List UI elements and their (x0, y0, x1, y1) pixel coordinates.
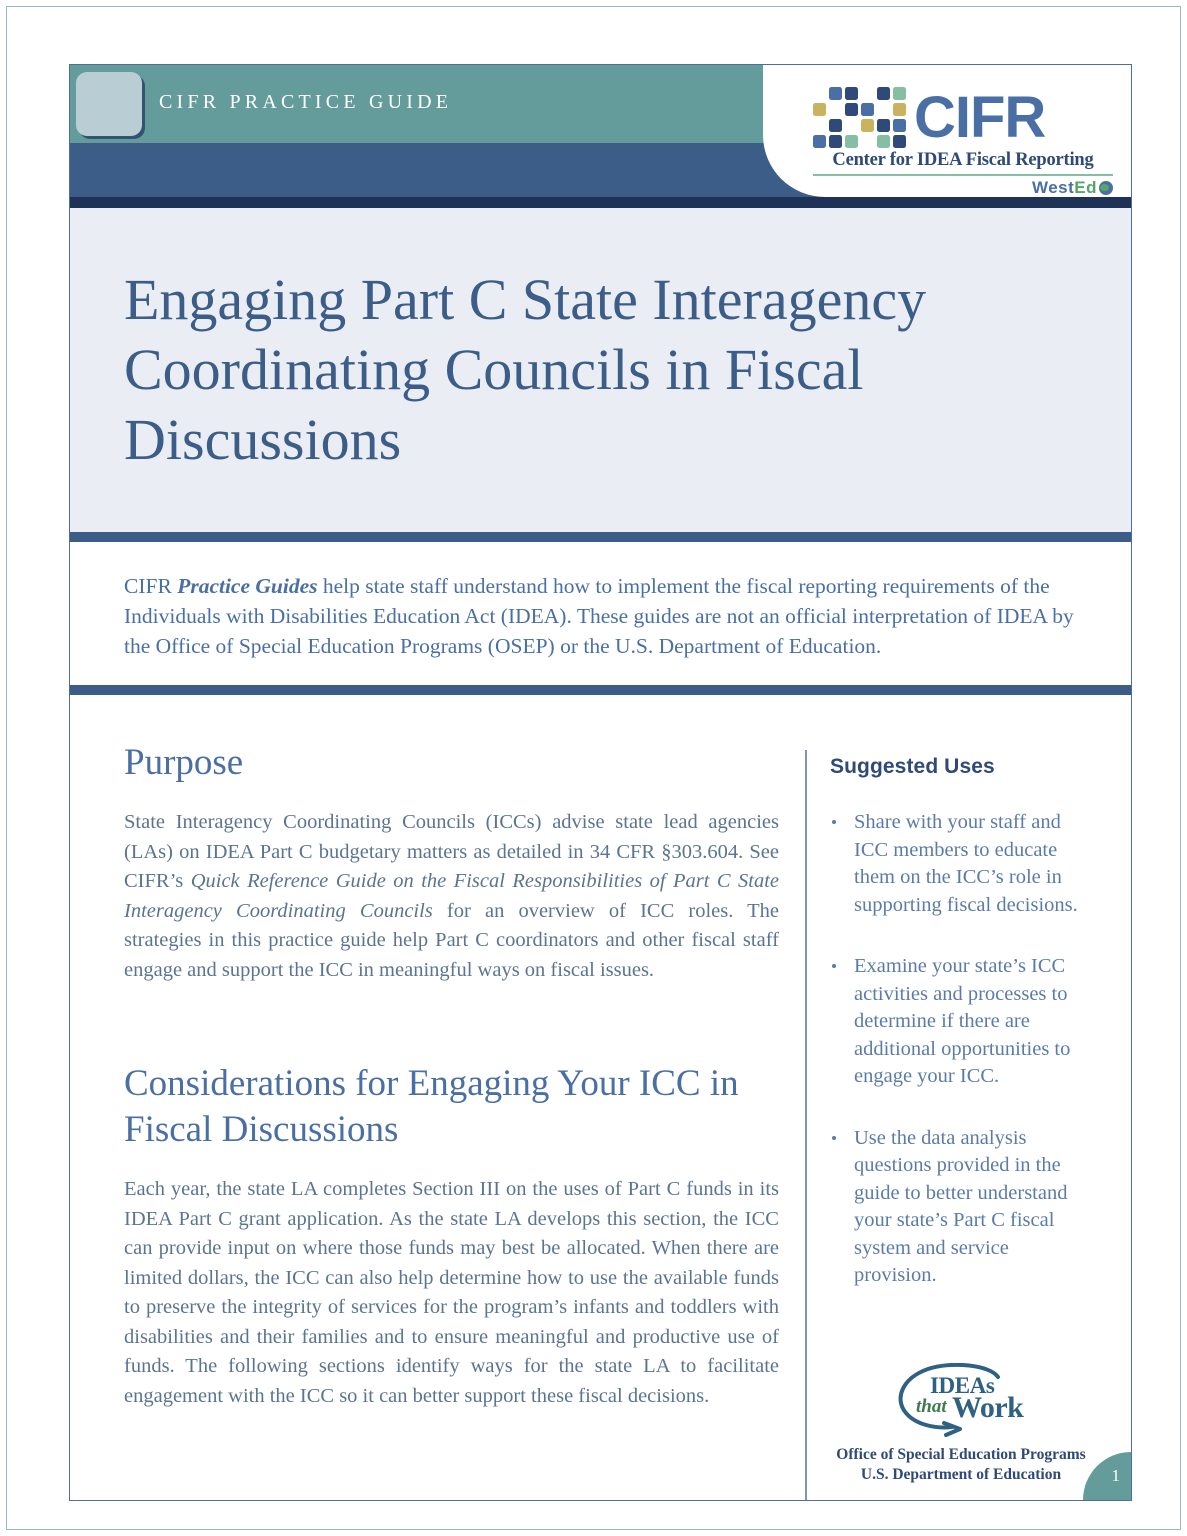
cifr-pixel-cell (813, 135, 826, 148)
title-block (70, 208, 1131, 532)
osep-caption-line1: Office of Special Education Programs (836, 1446, 1086, 1463)
cifr-logo-top (813, 84, 1113, 150)
page-title: Engaging Part C State Interagency Coordinating Councils in Fiscal Discussions (124, 267, 927, 472)
cifr-pixel-cell (829, 119, 842, 132)
bullet-icon (832, 1136, 836, 1140)
considerations-paragraph: Each year, the state LA completes Section III on the uses of Part C funds in its IDEA Part C grant application. As the state LA develops this section, the ICC can provide input on where those funds may best be allocated. When there are limited dollars, the ICC can also help determine how to use the available funds to preserve the integrity of services for the program’s infants and toddlers with disabilities and their families and to ensure meaningful and productive use of funds. The following sections identify ways for the state LA to facilitate engagement with the ICC so it can better support these fiscal decisions. (124, 1178, 779, 1407)
list-item-text: Use the data analysis questions provided in the guide to better understand your state’s Part C fiscal system and service provision. (854, 1126, 1068, 1286)
cifr-pixel-cell (813, 87, 826, 100)
sidebar-column (830, 755, 1092, 1324)
list-item (830, 1125, 1092, 1290)
cifr-pixel-cell (829, 103, 842, 116)
section-spacer (124, 985, 779, 1061)
intro-section (70, 542, 1131, 685)
ideas-text: IDEAs (930, 1373, 995, 1398)
intro-lead-emphasis: Practice Guides (177, 574, 318, 598)
cifr-pixel-cell (893, 103, 906, 116)
cifr-wordmark: CIFR (914, 84, 1046, 150)
cifr-pixel-cell (893, 87, 906, 100)
suggested-uses-heading: Suggested Uses (830, 755, 995, 778)
cifr-pixel-cell (893, 119, 906, 132)
cifr-pixel-cell (845, 87, 858, 100)
body-area (70, 695, 1131, 1500)
cifr-pixel-cell (877, 119, 890, 132)
main-column (124, 740, 779, 1411)
ideas-that-work-icon (886, 1363, 1036, 1437)
bullet-icon (832, 964, 836, 968)
cifr-pixel-cell (829, 87, 842, 100)
cifr-pixel-grid-icon (813, 87, 906, 148)
intro-lead-plain: CIFR (124, 574, 178, 598)
intro-rest-text: help state staff understand how to implement the fiscal reporting requirements of the Individuals with Disabilities Education Act (IDEA). These guides are not an official interpretation of IDEA by the Office of Special Education Programs (OSEP) or the U.S. Department of Education. (124, 574, 1074, 658)
globe-icon (1099, 181, 1113, 195)
cifr-pixel-cell (877, 135, 890, 148)
bullet-icon (832, 820, 836, 824)
intro-paragraph (124, 571, 1079, 661)
wested-logo (813, 178, 1113, 198)
page-number: 1 (1111, 1466, 1120, 1485)
purpose-text-b: for an overview of ICC roles. The strategies in this practice guide help Part C coordinators and other fiscal staff engage and support the ICC in meaningful ways on fiscal issues. (124, 899, 779, 981)
work-text: Work (952, 1391, 1024, 1424)
column-divider (805, 750, 807, 1500)
document-header (70, 65, 1131, 208)
header-kicker-label: CIFR PRACTICE GUIDE (159, 91, 453, 113)
cifr-pixel-cell (813, 103, 826, 116)
cifr-pixel-cell (861, 135, 874, 148)
corner-wedge (1083, 1452, 1131, 1500)
purpose-italic-title: Quick Reference Guide on the Fiscal Responsibilities of Part C State Interagency Coordinating Councils (124, 870, 779, 922)
cifr-logo (813, 84, 1113, 198)
cifr-pixel-cell (845, 119, 858, 132)
list-item-text: Share with your staff and ICC members to educate them on the ICC’s role in supporting fiscal decisions. (854, 811, 1078, 916)
purpose-text-a: State Interagency Coordinating Councils (ICCs) advise state lead agencies (LAs) on IDEA Part C budgetary matters as detailed in 34 CFR §303.604. See CIFR’s (124, 811, 779, 892)
cifr-pixel-cell (813, 119, 826, 132)
intro-divider-bar (70, 685, 1131, 695)
page-number-corner (1083, 1452, 1131, 1500)
cifr-pixel-cell (861, 103, 874, 116)
that-text: that (916, 1396, 947, 1417)
cifr-pixel-cell (861, 119, 874, 132)
osep-caption-line2: U.S. Department of Education (860, 1466, 1062, 1483)
suggested-uses-list (830, 809, 1092, 1290)
cifr-pixel-cell (877, 103, 890, 116)
header-navy-strip (70, 197, 1131, 208)
cifr-pixel-cell (861, 87, 874, 100)
wested-west-text: West (1031, 178, 1075, 197)
list-item-text: Examine your state’s ICC activities and processes to determine if there are additional opportunities to engage your ICC. (854, 955, 1071, 1087)
header-tab-square (76, 72, 142, 136)
list-item (830, 953, 1092, 1091)
cifr-pixel-cell (829, 135, 842, 148)
considerations-heading: Considerations for Engaging Your ICC in Fiscal Discussions (124, 1063, 739, 1150)
wested-ed-text: Ed (1074, 178, 1097, 197)
cifr-pixel-cell (845, 135, 858, 148)
logo-plate (763, 65, 1131, 197)
purpose-paragraph (124, 808, 779, 985)
cifr-tagline: Center for IDEA Fiscal Reporting (832, 150, 1094, 170)
title-divider-bar (70, 532, 1131, 542)
purpose-heading: Purpose (124, 742, 244, 783)
document-content-frame (69, 64, 1132, 1501)
cifr-pixel-cell (877, 87, 890, 100)
cifr-green-rule (813, 174, 1113, 176)
page-frame (6, 6, 1181, 1530)
cifr-pixel-cell (845, 103, 858, 116)
osep-logo-block (830, 1363, 1092, 1485)
list-item (830, 809, 1092, 919)
cifr-pixel-cell (893, 135, 906, 148)
